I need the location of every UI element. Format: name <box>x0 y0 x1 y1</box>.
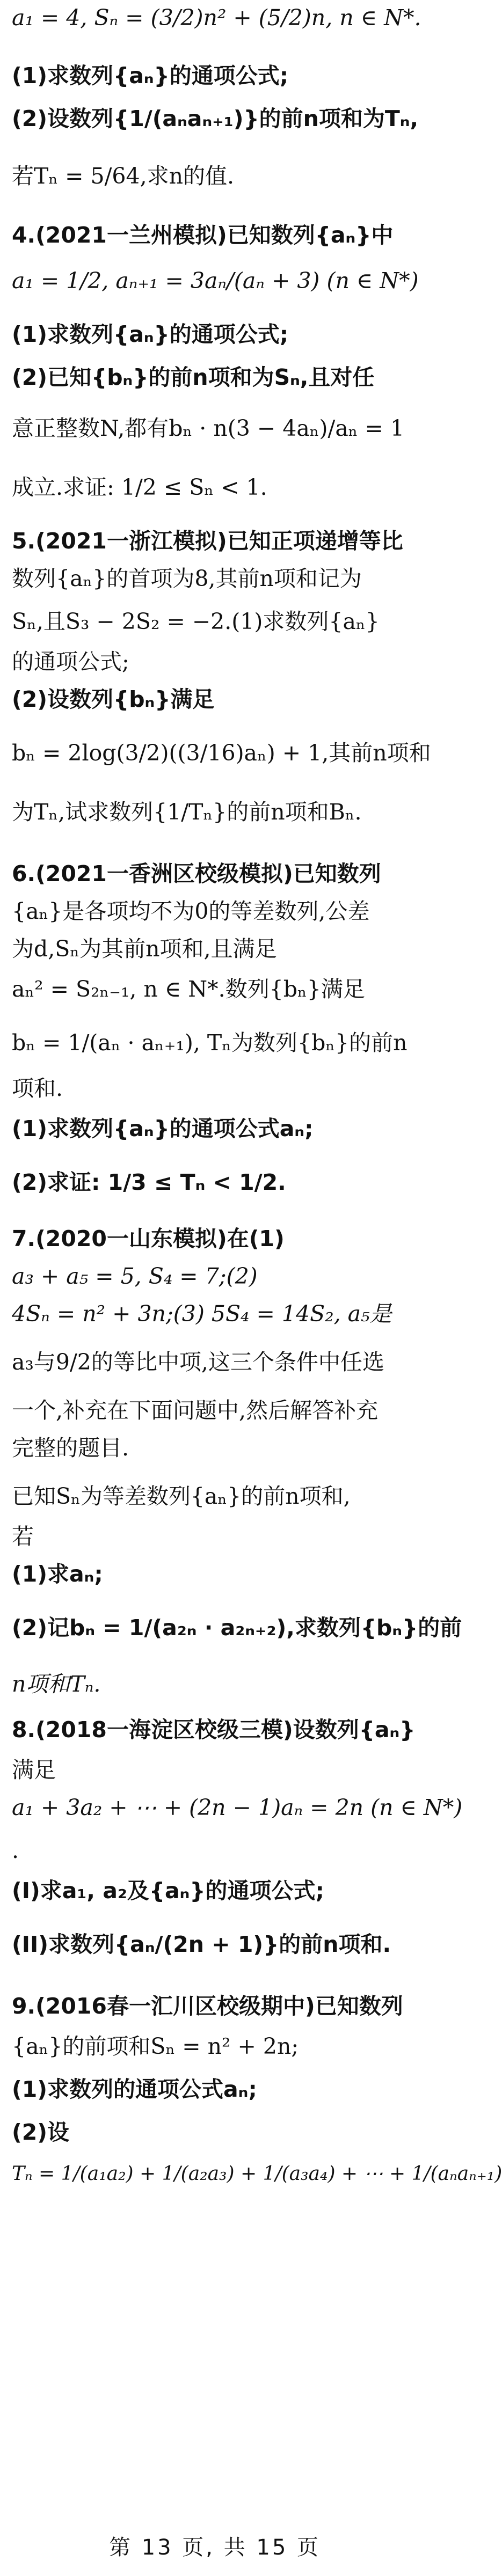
q4-part2-cont: 意正整数N,都有bₙ · n(3 − 4aₙ)/aₙ = 1 <box>12 415 405 441</box>
q3-part2-cont: 若Tₙ = 5/64,求n的值. <box>12 163 235 189</box>
q5-part2-end: 为Tₙ,试求数列{1/Tₙ}的前n项和Bₙ. <box>12 799 362 825</box>
q3-part2: (2)设数列{1/(aₙaₙ₊₁)}的前n项和为Tₙ, <box>12 106 419 131</box>
q8-title: 8.(2018一海淀区校级三模)设数列{aₙ} <box>12 1717 416 1743</box>
q7-condition1: a₃ + a₅ = 5, S₄ = 7;(2) <box>12 1263 258 1289</box>
page-footer: 第 13 页, 共 15 页 <box>108 2535 321 2560</box>
q6-line5: bₙ = 1/(aₙ · aₙ₊₁), Tₙ为数列{bₙ}的前n <box>12 1030 408 1056</box>
q4-title: 4.(2021一兰州模拟)已知数列{aₙ}中 <box>12 222 394 248</box>
q4-part1: (1)求数列{aₙ}的通项公式; <box>12 321 289 347</box>
q9-part1: (1)求数列的通项公式aₙ; <box>12 2076 257 2102</box>
q9-line2: {aₙ}的前项和Sₙ = n² + 2n; <box>12 2033 299 2059</box>
q9-formula: Tₙ = 1/(a₁a₂) + 1/(a₂a₃) + 1/(a₃a₄) + ⋯ + 1/(aₙaₙ₊₁) <box>12 2163 502 2185</box>
q7-line6: 完整的题目. <box>12 1435 129 1461</box>
q5-title: 5.(2021一浙江模拟)已知正项递增等比 <box>12 528 403 554</box>
q5-formula: bₙ = 2log(3/2)((3/16)aₙ) + 1,其前n项和 <box>12 740 431 766</box>
q8-part2: (II)求数列{aₙ/(2n + 1)}的前n项和. <box>12 1931 391 1957</box>
q6-line2: {aₙ}是各项均不为0的等差数列,公差 <box>12 898 370 924</box>
q4-part2: (2)已知{bₙ}的前n项和为Sₙ,且对任 <box>12 364 375 390</box>
q6-title: 6.(2021一香洲区校级模拟)已知数列 <box>12 861 381 887</box>
q7-title: 7.(2020一山东模拟)在(1) <box>12 1226 285 1252</box>
q7-part2-end: n项和Tₙ. <box>12 1671 101 1697</box>
q6-part2: (2)求证: 1/3 ≤ Tₙ < 1/2. <box>12 1169 286 1195</box>
q9-part2: (2)设 <box>12 2119 70 2145</box>
q7-condition23: 4Sₙ = n² + 3n;(3) 5S₄ = 14S₂, a₅是 <box>12 1301 392 1327</box>
q6-line3: 为d,Sₙ为其前n项和,且满足 <box>12 936 277 962</box>
q7-part1: (1)求aₙ; <box>12 1561 103 1587</box>
q7-line7: 已知Sₙ为等差数列{aₙ}的前n项和, <box>12 1483 351 1509</box>
q5-part2: (2)设数列{bₙ}满足 <box>12 686 215 712</box>
q7-part2: (2)记bₙ = 1/(a₂ₙ · a₂ₙ₊₂),求数列{bₙ}的前 <box>12 1615 462 1641</box>
q7-line4: a₃与9/2的等比中项,这三个条件中任选 <box>12 1349 384 1375</box>
q4-condition: a₁ = 1/2, aₙ₊₁ = 3aₙ/(aₙ + 3) (n ∈ N*) <box>12 268 419 294</box>
q9-title: 9.(2016春一汇川区校级期中)已知数列 <box>12 1993 403 2019</box>
q8-period: . <box>12 1838 19 1863</box>
q5-line2: 数列{aₙ}的首项为8,其前n项和记为 <box>12 566 362 591</box>
q8-condition: a₁ + 3a₂ + ⋯ + (2n − 1)aₙ = 2n (n ∈ N*) <box>12 1795 463 1820</box>
q3-part1: (1)求数列{aₙ}的通项公式; <box>12 63 289 89</box>
q6-line6: 项和. <box>12 1075 63 1101</box>
q5-line4: 的通项公式; <box>12 649 129 675</box>
q6-line4: aₙ² = S₂ₙ₋₁, n ∈ N*.数列{bₙ}满足 <box>12 976 365 1002</box>
q8-part1: (I)求a₁, a₂及{aₙ}的通项公式; <box>12 1878 324 1904</box>
q7-line5: 一个,补充在下面问题中,然后解答补充 <box>12 1397 379 1423</box>
q8-line2: 满足 <box>12 1757 56 1783</box>
q6-part1: (1)求数列{aₙ}的通项公式aₙ; <box>12 1116 314 1141</box>
q7-line8: 若 <box>12 1524 34 1549</box>
q5-line3: Sₙ,且S₃ − 2S₂ = −2.(1)求数列{aₙ} <box>12 609 380 634</box>
condition-line: a₁ = 4, Sₙ = (3/2)n² + (5/2)n, n ∈ N*. <box>12 5 421 31</box>
q4-part2-end: 成立.求证: 1/2 ≤ Sₙ < 1. <box>12 474 267 500</box>
